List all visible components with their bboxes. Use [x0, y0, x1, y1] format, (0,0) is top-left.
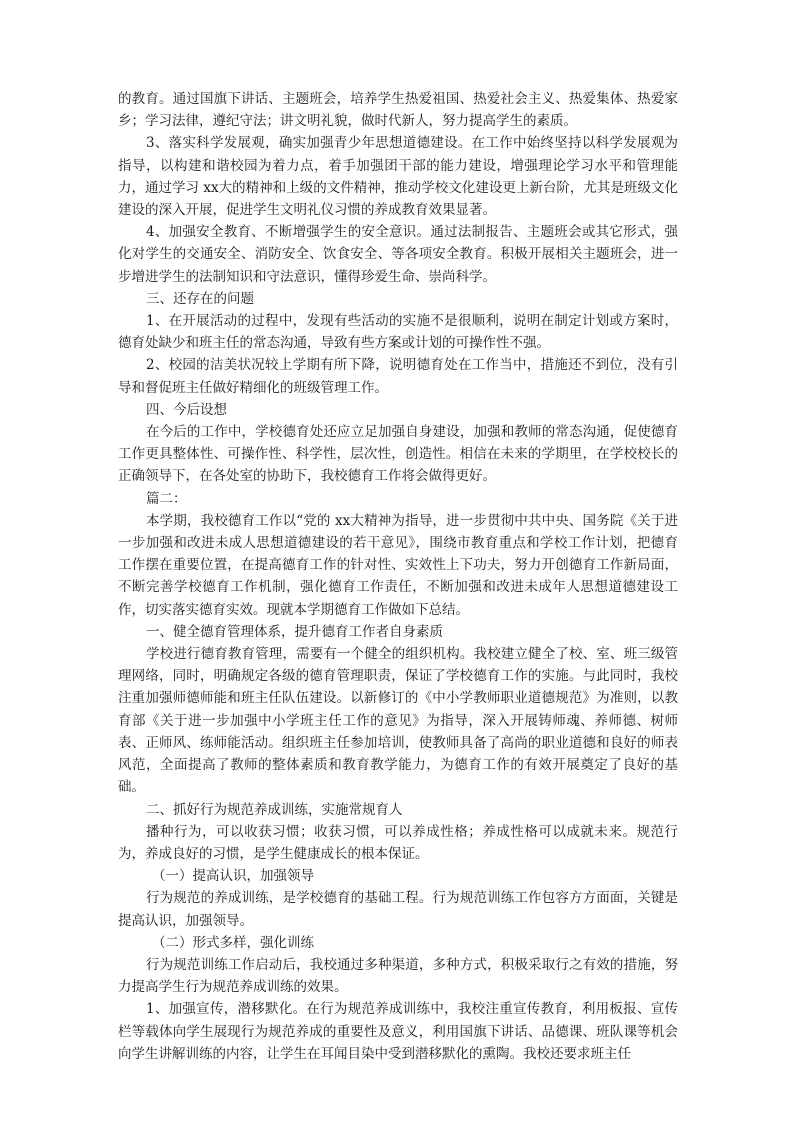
section-heading-2: 二、抓好行为规范养成训练，实施常规育人: [146, 801, 403, 818]
subsection-heading-1: （一）提高认识，加强领导: [152, 868, 314, 885]
paragraph-10: 行为规范的养成训练，是学校德育的基础工程。行为规范训练工作包容方方面面，关键是提高认识，加强领导。: [118, 890, 678, 929]
paragraph-3: 4、加强安全教育、不断增强学生的安全意识。通过法制报告、主题班会或其它形式，强化对学生的交通安全、消防安全、饮食安全、等各项安全教育。积极开展相关主题班会，进一步增进学生的法制知识和守法意识，懂得珍爱生命、崇尚科学。: [118, 224, 678, 285]
paragraph-9: 播种行为，可以收获习惯；收获习惯，可以养成性格；养成性格可以成就未来。规范行为，养成良好的习惯，是学生健康成长的根本保证。: [118, 823, 678, 862]
paragraph-8: 学校进行德育教育管理，需要有一个健全的组织机构。我校建立健全了校、室、班三级管理网络，同时，明确规定各级的德育管理职责，保证了学校德育工作的实施。与此同时，我校注重加强师德师能和班主任队伍建设。以新修订的《中小学教师职业道德规范》为准则，以教育部《关于进一步加强中小学班主任工作的意见》为指导，深入开展铸师魂、养师德、树师表、正师风、练师能活动。组织班主任参加培训，使教师具备了高尚的职业道德和良好的师表风范，全面提高了教师的整体素质和教育教学能力，为德育工作的有效开展奠定了良好的基础。: [118, 646, 678, 796]
paragraph-1: 的教育。通过国旗下讲话、主题班会，培养学生热爱祖国、热爱社会主义、热爱集体、热爱家乡；学习法律，遵纪守法；讲文明礼貌，做时代新人，努力提高学生的素质。: [118, 91, 678, 130]
paragraph-12: 1、加强宣传，潜移默化。在行为规范养成训练中，我校注重宣传教育，利用板报、宣传栏等载体向学生展现行为规范养成的重要性及意义，利用国旗下讲话、品德课、班队课等机会向学生讲解训练的内容，让学生在耳闻目染中受到潜移默化的熏陶。我校还要求班主任: [118, 1001, 678, 1062]
paragraph-6: 在今后的工作中，学校德育处还应立足加强自身建设，加强和教师的常态沟通，促使德育工作更具整体性、可操作性、科学性，层次性，创造性。相信在未来的学期里，在学校校长的正确领导下，在各处室的协助下，我校德育工作将会做得更好。: [118, 424, 678, 485]
section-heading-4: 四、今后设想: [146, 401, 227, 418]
paragraph-4: 1、在开展活动的过程中，发现有些活动的实施不是很顺利，说明在制定计划或方案时，德育处缺少和班主任的常态沟通，导致有些方案或计划的可操作性不强。: [118, 313, 678, 352]
paragraph-5: 2、校园的洁美状况较上学期有所下降，说明德育处在工作当中，措施还不到位，没有引导和督促班主任做好精细化的班级管理工作。: [118, 357, 678, 396]
paragraph-2: 3、落实科学发展观，确实加强青少年思想道德建设。在工作中始终坚持以科学发展观为指导，以构建和谐校园为着力点，着手加强团干部的能力建设，增强理论学习水平和管理能力，通过学习 xx大的精神和上级的文件精神，推动学校文化建设更上新台阶，尤其是班级文化建设的深入开展，促进学生文明礼仪习惯的养成教育效果显著。: [118, 135, 678, 219]
paragraph-7: 本学期，我校德育工作以“党的 xx大精神为指导，进一步贯彻中共中央、国务院《关于进一步加强和改进未成人思想道德建设的若干意见》，围绕市教育重点和学校工作计划，把德育工作摆在重要位置，在提高德育工作的针对性、实效性上下功夫，努力开创德育工作新局面，不断完善学校德育工作机制，强化德育工作责任，不断加强和改进未成年人思想道德建设工作，切实落实德育实效。现就本学期德育工作做如下总结。: [118, 512, 678, 618]
section-heading-3: 三、还存在的问题: [146, 290, 254, 307]
section-heading-1: 一、健全德育管理体系，提升德育工作者自身素质: [146, 623, 443, 640]
part-two-heading: 篇二：: [146, 490, 187, 507]
paragraph-11: 行为规范训练工作启动后，我校通过多种渠道，多种方式，积极采取行之有效的措施，努力提高学生行为规范养成训练的效果。: [118, 956, 678, 996]
subsection-heading-2: （二）形式多样，强化训练: [152, 934, 314, 951]
document-page: [118, 88, 678, 1065]
